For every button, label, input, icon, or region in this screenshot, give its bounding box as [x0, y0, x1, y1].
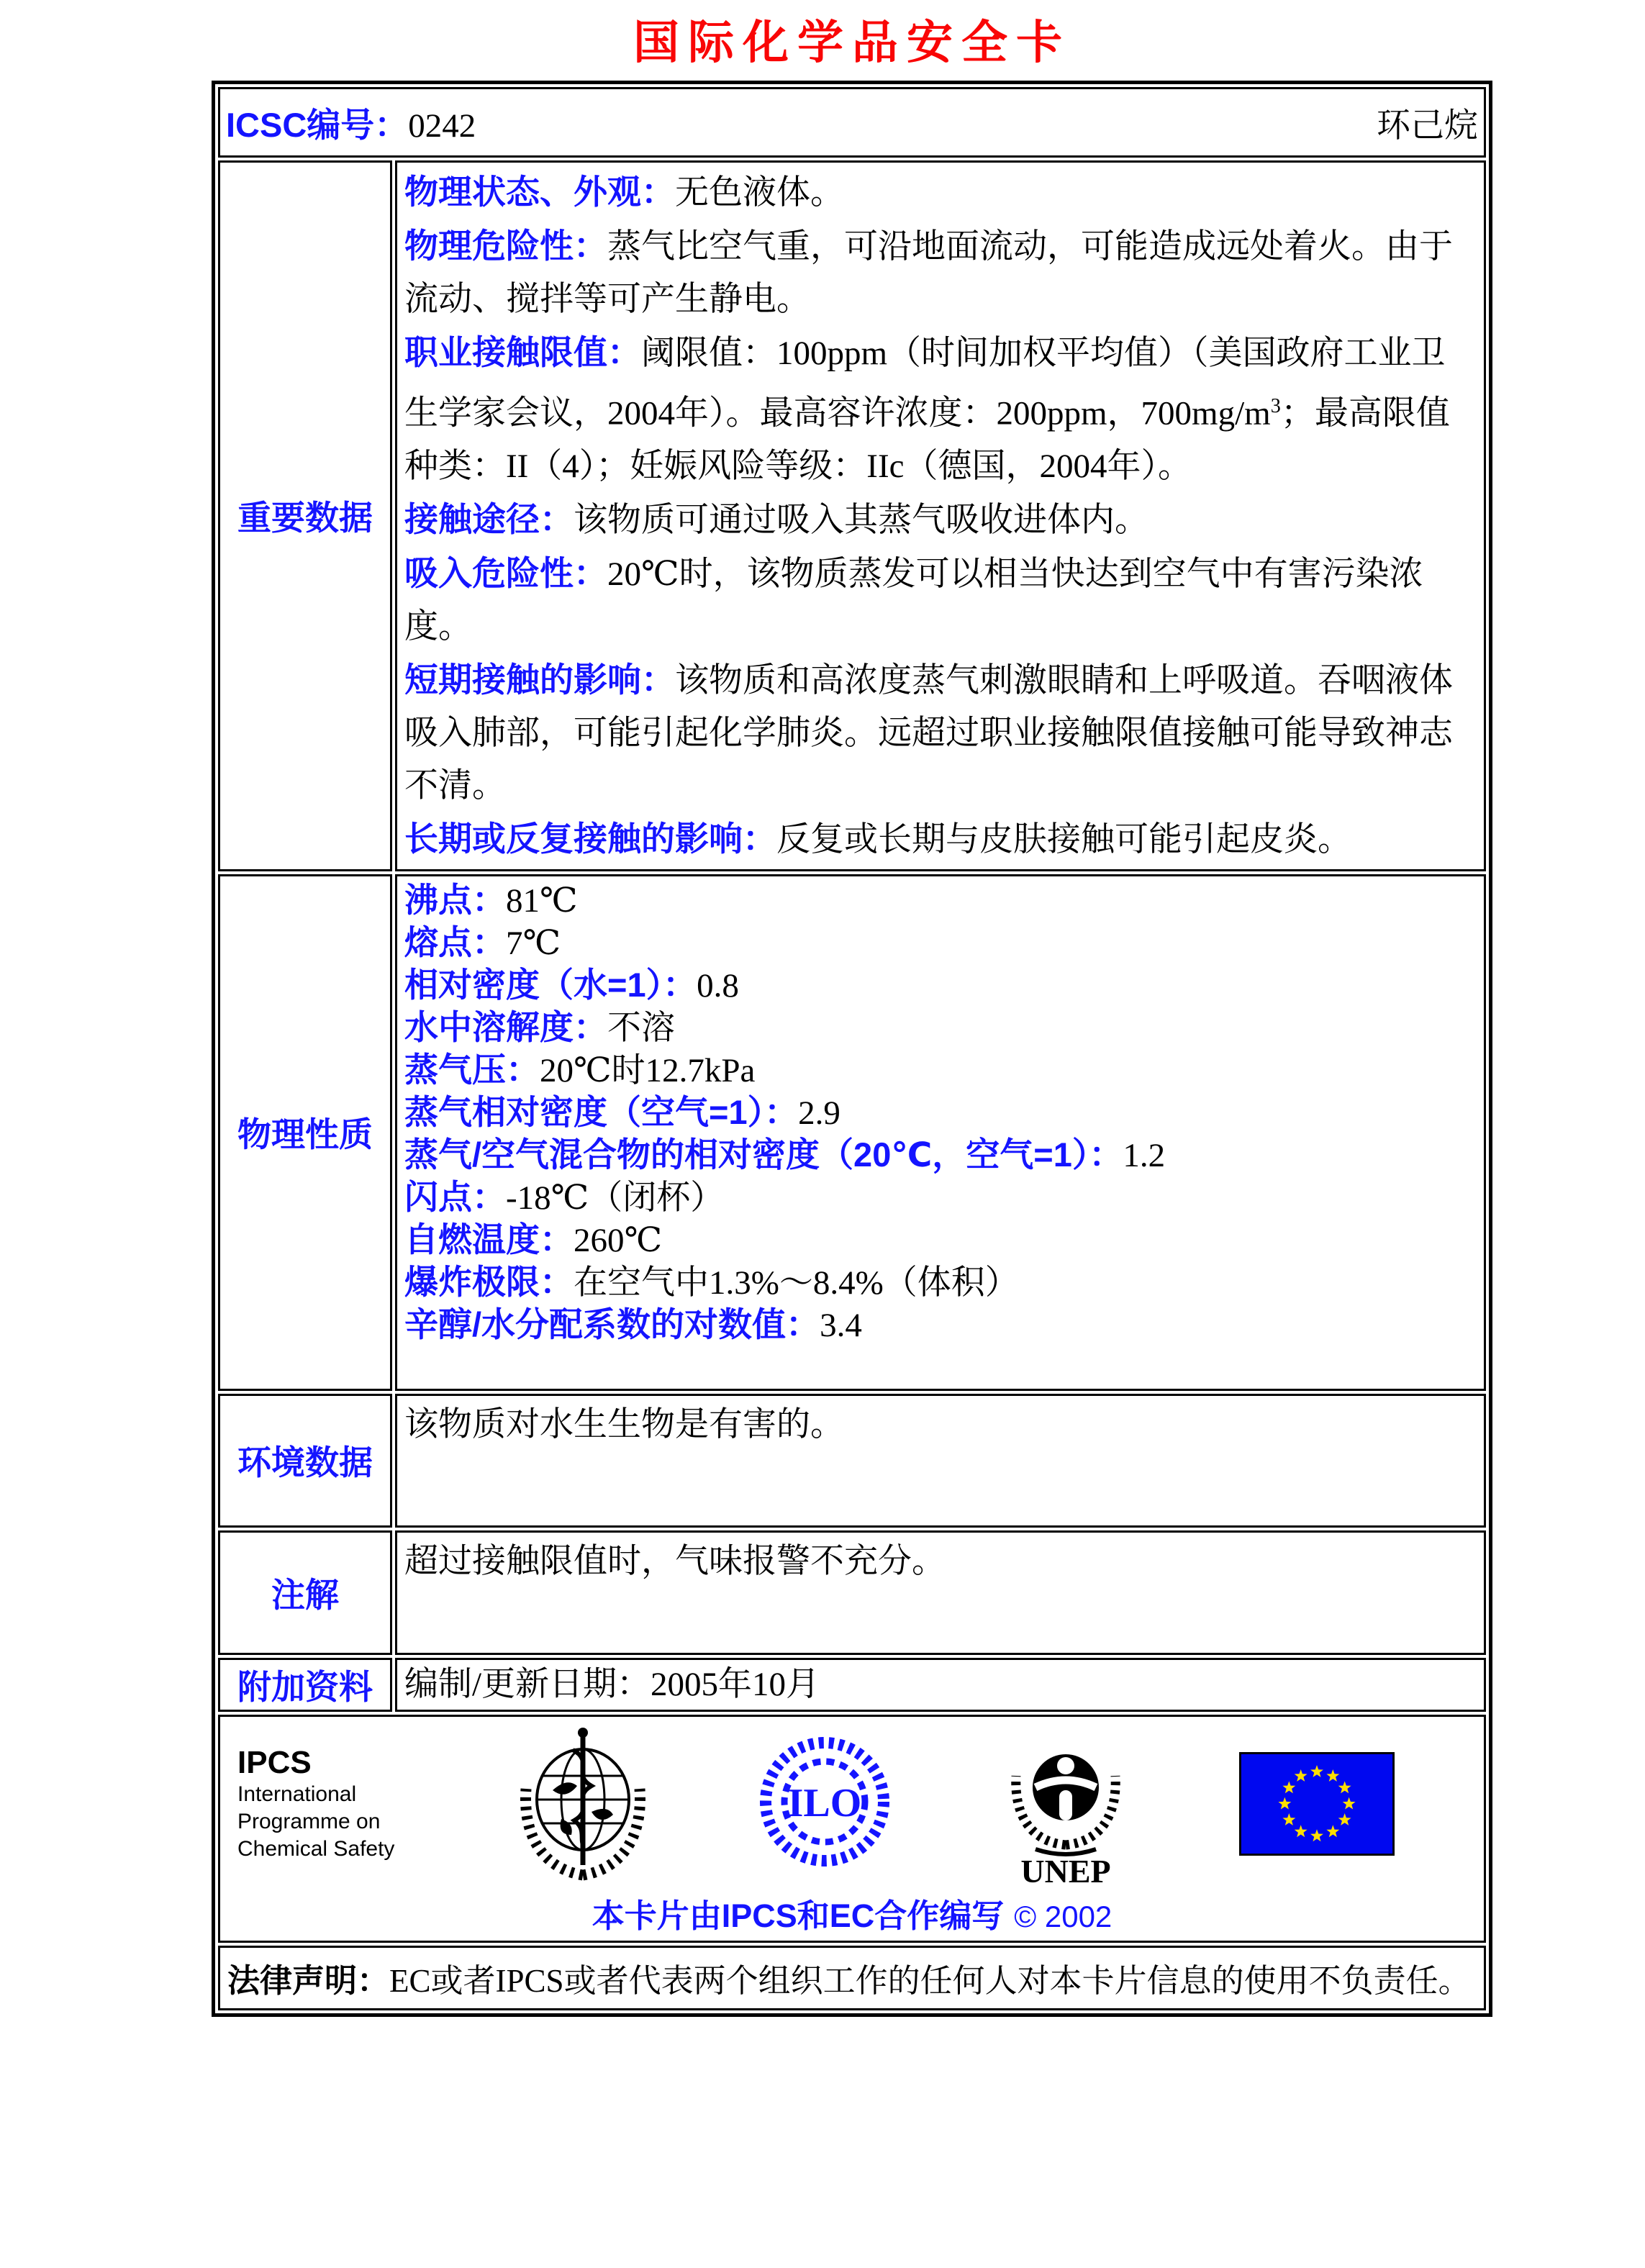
section-label-cell [218, 1394, 392, 1528]
paragraph [404, 326, 1475, 493]
property-label: 沸点： [404, 880, 506, 919]
paragraph [404, 165, 1475, 219]
property-label: 相对密度（水=1）： [404, 965, 697, 1004]
section-label-additional-info: 附加资料 [237, 1667, 373, 1706]
field-text: 反复或长期与皮肤接触可能引起皮炎。 [776, 820, 1351, 858]
section-label-cell [218, 874, 392, 1391]
property-row [404, 1134, 1475, 1176]
property-value: 0.8 [697, 966, 739, 1004]
property-row [404, 1092, 1475, 1134]
paragraph [404, 493, 1475, 547]
property-value: 3.4 [820, 1306, 862, 1344]
property-label: 蒸气压： [404, 1050, 540, 1089]
field-text: ；最高限值种类：II（4）；妊娠风险等级：IIc（德国，2004年）。 [404, 394, 1450, 485]
property-value: 20℃时12.7kPa [540, 1051, 756, 1089]
field-label: 短期接触的影响： [404, 660, 675, 699]
legal-cell [218, 1946, 1486, 2010]
property-label: 辛醇/水分配系数的对数值： [404, 1305, 820, 1343]
notes-row [218, 1530, 1486, 1655]
property-value: -18℃（闭杯） [506, 1179, 725, 1217]
ipcs-acronym: IPCS [237, 1744, 312, 1780]
property-row [404, 1007, 1475, 1049]
logos-cell [218, 1715, 1486, 1943]
notes-text: 超过接触限值时，气味报警不充分。 [404, 1542, 946, 1580]
section-label-notes: 注解 [271, 1575, 339, 1614]
property-row [404, 964, 1475, 1007]
header-row [218, 87, 1486, 158]
ipcs-line: International [237, 1782, 357, 1806]
field-text: 该物质和高浓度蒸气刺激眼睛和上呼吸道。吞咽液体吸入肺部，可能引起化学肺炎。远超过职业接触限值接触可能导致神志不清。 [404, 661, 1453, 804]
additional-info-text: 编制/更新日期：2005年10月 [404, 1666, 820, 1704]
physical-properties-content [395, 874, 1486, 1391]
property-label: 自燃温度： [404, 1220, 574, 1258]
eu-flag-icon [1239, 1752, 1395, 1856]
ipcs-line: Chemical Safety [237, 1836, 395, 1861]
field-text: 无色液体。 [675, 174, 844, 212]
paragraph [404, 653, 1475, 812]
important-data-row [218, 160, 1486, 871]
footer-caption: 本卡片由IPCS和EC合作编写 [592, 1897, 1005, 1934]
property-row [404, 922, 1475, 964]
page-title: 国际化学品安全卡 [633, 16, 1071, 70]
environmental-data-row [218, 1394, 1486, 1528]
property-row [404, 1176, 1475, 1219]
section-label-cell [218, 1530, 392, 1655]
field-text: 阈限值：100ppm（时间加权平均值）（美国政府工业卫生学家会议，2004年）。最高容许浓度：200ppm，700mg/m [404, 335, 1446, 432]
property-value: 81℃ [506, 881, 578, 920]
additional-info-row [218, 1658, 1486, 1712]
section-label-environmental-data: 环境数据 [237, 1443, 373, 1482]
chemical-name: 环己烷 [1377, 106, 1478, 145]
property-row [404, 1049, 1475, 1092]
header-cell [218, 87, 1486, 158]
who-logo-icon [511, 1724, 655, 1884]
property-value: 260℃ [574, 1221, 663, 1259]
unep-logo-text: UNEP [1020, 1852, 1111, 1887]
property-label: 水中溶解度： [404, 1007, 607, 1046]
field-label: 接触途径： [404, 499, 574, 538]
legal-row [218, 1946, 1486, 2010]
icsc-number-label: ICSC编号： [226, 105, 409, 144]
legal-text: EC或者IPCS或者代表两个组织工作的任何人对本卡片信息的使用不负责任。 [389, 1963, 1471, 2000]
property-value: 7℃ [506, 924, 561, 962]
field-text: 蒸气比空气重，可沿地面流动，可能造成远处着火。由于流动、搅拌等可产生静电。 [404, 228, 1453, 318]
field-text: 20℃时，该物质蒸发可以相当快达到空气中有害污染浓度。 [404, 555, 1423, 645]
copyright: © 2002 [1014, 1899, 1112, 1933]
section-label-physical-properties: 物理性质 [237, 1115, 373, 1154]
notes-content [395, 1530, 1486, 1655]
physical-properties-row [218, 874, 1486, 1391]
property-label: 爆炸极限： [404, 1262, 574, 1301]
property-label: 闪点： [404, 1177, 506, 1216]
field-label: 吸入危险性： [404, 553, 607, 592]
paragraph [404, 812, 1475, 866]
section-label-important-data: 重要数据 [237, 499, 373, 537]
property-value: 在空气中1.3%～8.4%（体积） [574, 1264, 1019, 1302]
field-label: 职业接触限值： [404, 333, 641, 371]
ilo-logo-icon [756, 1730, 893, 1877]
environmental-data-content [395, 1394, 1486, 1528]
section-label-cell [218, 1658, 392, 1712]
property-value: 2.9 [798, 1094, 840, 1132]
paragraph [404, 547, 1475, 653]
property-row [404, 1261, 1475, 1304]
property-label: 蒸气相对密度（空气=1）： [404, 1092, 799, 1131]
org-logos [417, 1721, 1467, 1887]
property-row [404, 879, 1475, 922]
field-label: 长期或反复接触的影响： [404, 819, 776, 858]
field-label: 物理状态、外观： [404, 173, 675, 211]
property-row [404, 1219, 1475, 1261]
icsc-number-value: 0242 [408, 106, 476, 145]
property-value: 不溶 [607, 1009, 675, 1047]
icsc-card-table [212, 81, 1492, 2017]
ilo-logo-text: ILO [787, 1781, 862, 1826]
section-label-cell [218, 160, 392, 871]
legal-label: 法律声明： [227, 1962, 390, 2000]
footer-caption-line [230, 1890, 1474, 1936]
logos-strip [230, 1721, 1474, 1887]
field-text: 该物质可通过吸入其蒸气吸收进体内。 [574, 501, 1148, 539]
property-label: 蒸气/空气混合物的相对密度（20℃，空气=1）： [404, 1135, 1123, 1174]
superscript: 3 [1270, 395, 1281, 417]
paragraph [404, 219, 1475, 326]
field-label: 物理危险性： [404, 227, 607, 265]
ipcs-line: Programme on [237, 1809, 381, 1833]
additional-info-content [395, 1658, 1486, 1712]
unep-logo-icon [994, 1721, 1138, 1887]
property-label: 熔点： [404, 922, 506, 961]
logos-row [218, 1715, 1486, 1943]
property-row [404, 1304, 1475, 1346]
important-data-content [395, 160, 1486, 871]
environmental-data-text: 该物质对水生生物是有害的。 [404, 1405, 844, 1443]
ipcs-block [237, 1745, 417, 1863]
property-value: 1.2 [1123, 1136, 1166, 1174]
